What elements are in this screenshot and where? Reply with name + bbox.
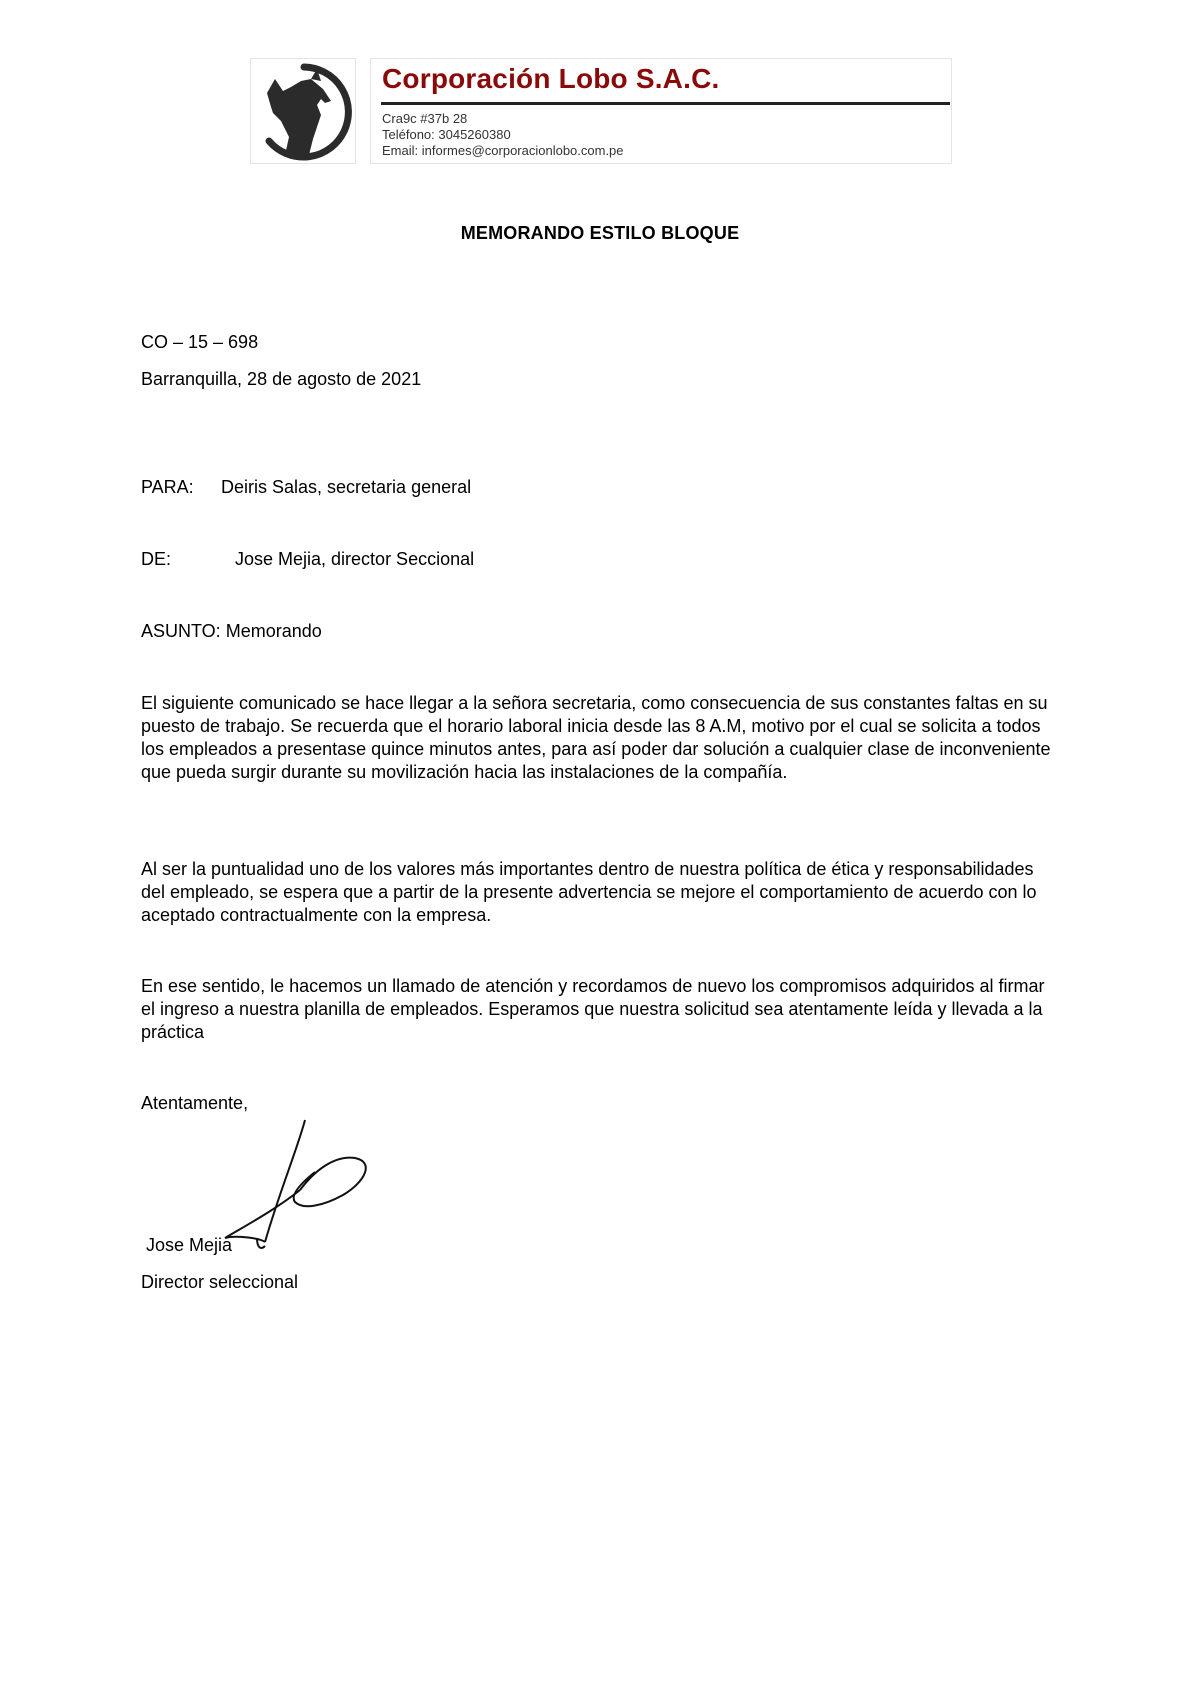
company-email: Email: informes@corporacionlobo.com.pe [382,143,624,158]
from-value: Jose Mejia, director Seccional [235,549,475,569]
memo-paragraph-2: Al ser la puntualidad uno de los valores más importantes dentro de nuestra política de ética y responsabilidades del empleado, se espera que a partir de la presente advertencia se mejore el comportamiento de acuerdo con lo aceptado contractualmente con la empresa. [141,859,1037,925]
memo-reference: CO – 15 – 698 [141,332,259,352]
from-label: DE: [141,549,172,569]
memo-title: MEMORANDO ESTILO BLOQUE [460,223,740,243]
memo-place-date: Barranquilla, 28 de agosto de 2021 [141,369,422,389]
company-address: Cra9c #37b 28 [382,111,468,126]
letterhead [250,58,952,164]
memo-from [141,549,474,570]
company-phone: Teléfono: 3045260380 [382,127,511,142]
memo-closing: Atentamente, [141,1093,249,1113]
memo-paragraph-3: En ese sentido, le hacemos un llamado de atención y recordamos de nuevo los compromisos adquiridos al firmar el ingreso a nuestra planilla de empleados. Esperamos que nuestra solicitud sea atentamente leída y llevada a la práctica [141,976,1045,1042]
signer-name: Jose Mejia [146,1235,233,1255]
to-label: PARA: [141,477,194,497]
subject-label: ASUNTO: [141,621,221,641]
to-value: Deiris Salas, secretaria general [221,477,472,497]
memo-paragraph-1: El siguiente comunicado se hace llegar a la señora secretaria, como consecuencia de sus constantes faltas en su puesto de trabajo. Se recuerda que el horario laboral inicia desde las 8 A.M, motivo por el cual se solicita a todos los empleados a presentase quince minutos antes, para así poder dar solución a cualquier clase de inconveniente que pueda surgir durante su movilización hacia las instalaciones de la compañía. [141,693,1051,782]
letterhead-info [370,58,952,164]
company-name: Corporación Lobo S.A.C. [382,63,720,94]
letterhead-divider [381,102,950,105]
wolf-howling-logo-icon [251,59,357,165]
logo [250,58,356,164]
memo-subject [141,621,322,642]
memo-to [141,477,471,498]
subject-value: Memorando [225,621,322,641]
signer-title: Director seleccional [141,1272,299,1292]
